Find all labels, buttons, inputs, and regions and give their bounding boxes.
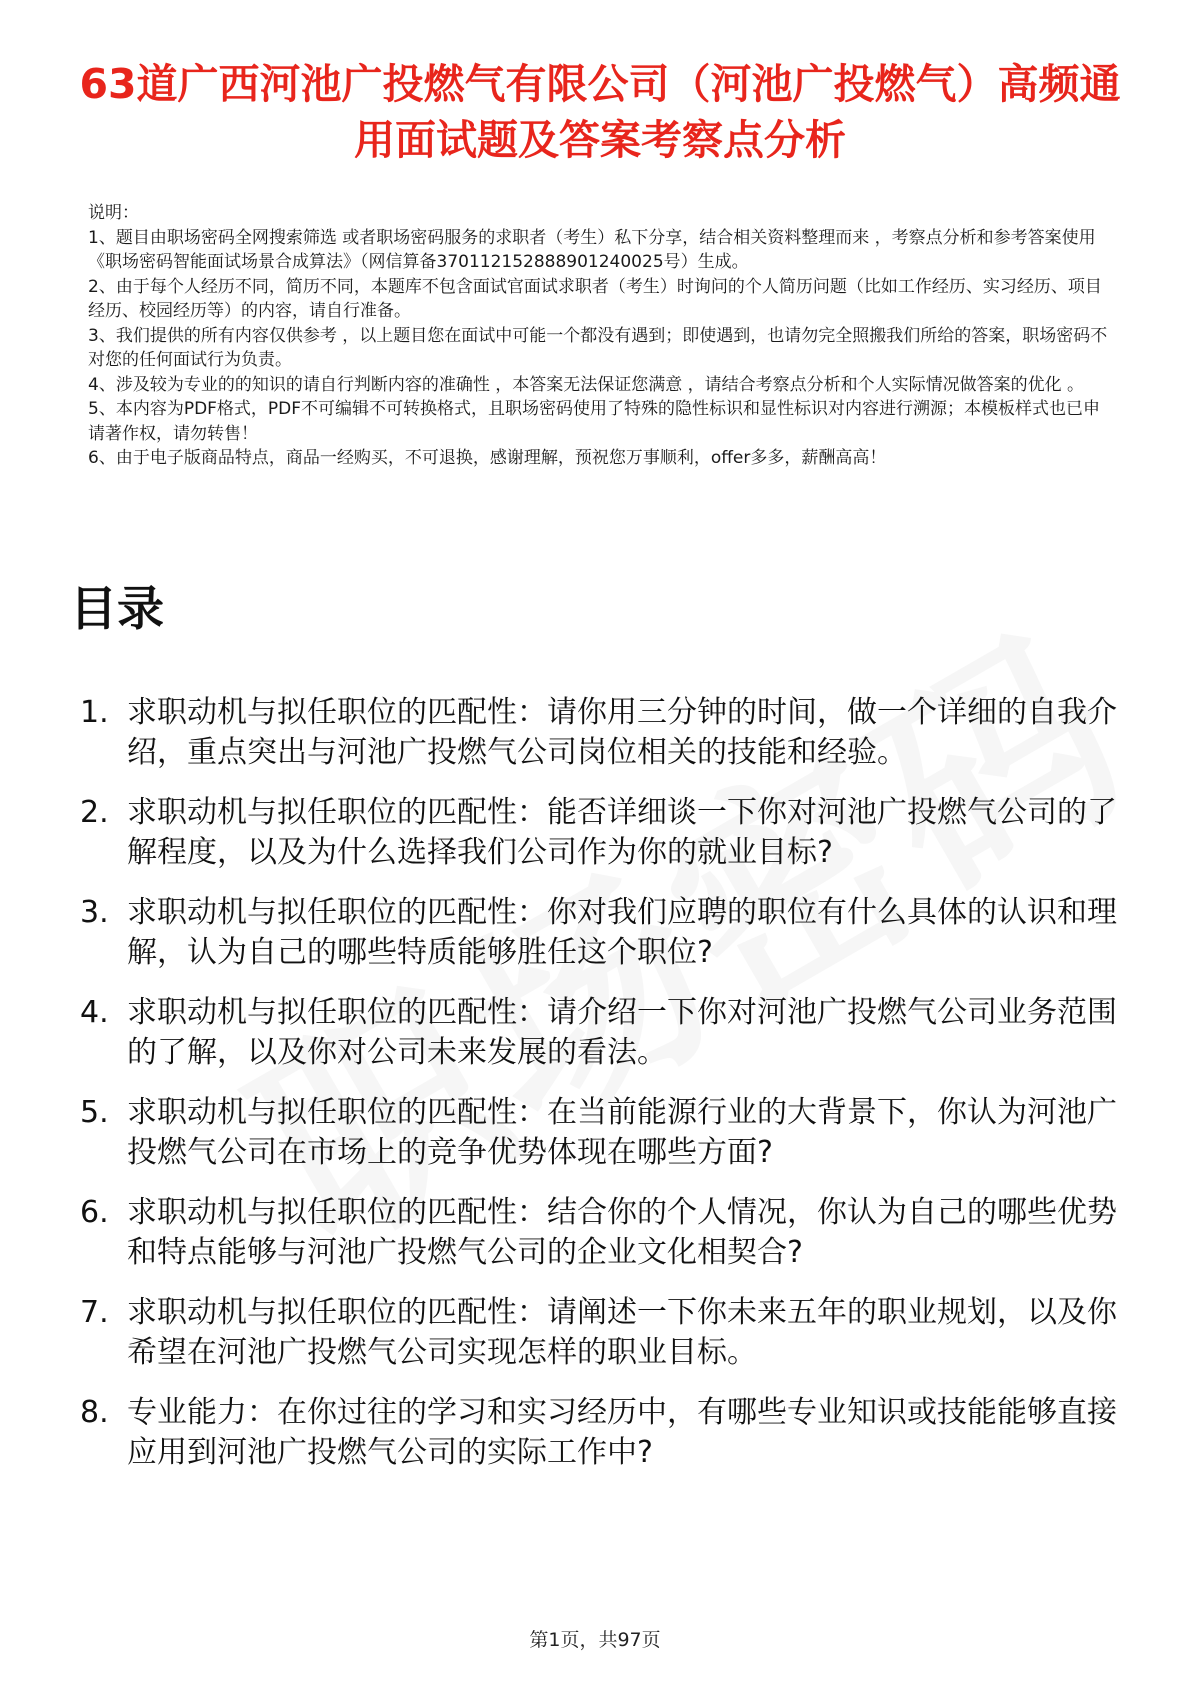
toc-item[interactable]: [70, 993, 1130, 1073]
toc-item[interactable]: [70, 693, 1130, 773]
notes-heading: 说明：: [88, 203, 139, 223]
toc-item-number: 3.: [80, 895, 109, 930]
toc-item[interactable]: [70, 793, 1130, 873]
note-item: 4、涉及较为专业的的知识的请自行判断内容的准确性 ，本答案无法保证您满意 ，请结合考察点分析和个人实际情况做答案的优化 。: [88, 374, 1085, 395]
toc-item[interactable]: [70, 893, 1130, 973]
toc-item[interactable]: [70, 1393, 1130, 1473]
toc-item-text: 求职动机与拟任职位的匹配性：能否详细谈一下你对河池广投燃气公司的了解程度，以及为什么选择我们公司作为你的就业目标?: [127, 795, 1117, 870]
toc-item-number: 2.: [80, 795, 109, 830]
toc-item-text: 求职动机与拟任职位的匹配性：请你用三分钟的时间，做一个详细的自我介绍，重点突出与河池广投燃气公司岗位相关的技能和经验。: [127, 695, 1117, 770]
note-item: 3、我们提供的所有内容仅供参考 ，以上题目您在面试中可能一个都没有遇到；即使遇到，也请勿完全照搬我们所给的答案，职场密码不对您的任何面试行为负责。: [88, 325, 1108, 370]
toc-list: [70, 693, 1130, 1493]
toc-item-text: 专业能力：在你过往的学习和实习经历中，有哪些专业知识或技能能够直接应用到河池广投燃气公司的实际工作中?: [127, 1395, 1117, 1470]
toc-heading: 目录: [70, 582, 164, 637]
toc-item[interactable]: [70, 1193, 1130, 1273]
toc-item-number: 8.: [80, 1395, 109, 1430]
toc-item-number: 4.: [80, 995, 109, 1030]
toc-item[interactable]: [70, 1293, 1130, 1373]
page-footer: 第1页，共97页: [529, 1629, 661, 1651]
note-item: 2、由于每个人经历不同，简历不同，本题库不包含面试官面试求职者（考生）时询问的个人简历问题（比如工作经历、实习经历、项目经历、校园经历等）的内容，请自行准备。: [88, 276, 1102, 321]
toc-item-text: 求职动机与拟任职位的匹配性：在当前能源行业的大背景下，你认为河池广投燃气公司在市场上的竞争优势体现在哪些方面?: [127, 1095, 1117, 1170]
note-item: 5、本内容为PDF格式，PDF不可编辑不可转换格式，且职场密码使用了特殊的隐性标识和显性标识对内容进行溯源；本模板样式也已申请著作权，请勿转售！: [88, 399, 1101, 444]
document-title: 63道广西河池广投燃气有限公司（河池广投燃气）高频通用面试题及答案考察点分析: [79, 60, 1121, 164]
note-item: 6、由于电子版商品特点，商品一经购买，不可退换，感谢理解，预祝您万事顺利，offer多多，薪酬高高！: [88, 448, 887, 468]
toc-item-number: 6.: [80, 1195, 109, 1230]
toc-item-text: 求职动机与拟任职位的匹配性：你对我们应聘的职位有什么具体的认识和理解，认为自己的哪些特质能够胜任这个职位?: [127, 895, 1117, 970]
toc-item-number: 5.: [80, 1095, 109, 1130]
toc-item-number: 7.: [80, 1295, 109, 1330]
toc-item-text: 求职动机与拟任职位的匹配性：请介绍一下你对河池广投燃气公司业务范围的了解，以及你对公司未来发展的看法。: [127, 995, 1117, 1070]
toc-item-text: 求职动机与拟任职位的匹配性：结合你的个人情况，你认为自己的哪些优势和特点能够与河池广投燃气公司的企业文化相契合?: [127, 1195, 1117, 1270]
toc-item-number: 1.: [80, 695, 109, 730]
toc-item[interactable]: [70, 1093, 1130, 1173]
toc-item-text: 求职动机与拟任职位的匹配性：请阐述一下你未来五年的职业规划，以及你希望在河池广投燃气公司实现怎样的职业目标。: [127, 1295, 1117, 1370]
notes-section: [88, 201, 1108, 471]
note-item: 1、题目由职场密码全网搜索筛选 或者职场密码服务的求职者（考生）私下分享，结合相关资料整理而来 ，考察点分析和参考答案使用《职场密码智能面试场景合成算法》（网信算备370112152888901240025号）生成。: [88, 227, 1096, 272]
